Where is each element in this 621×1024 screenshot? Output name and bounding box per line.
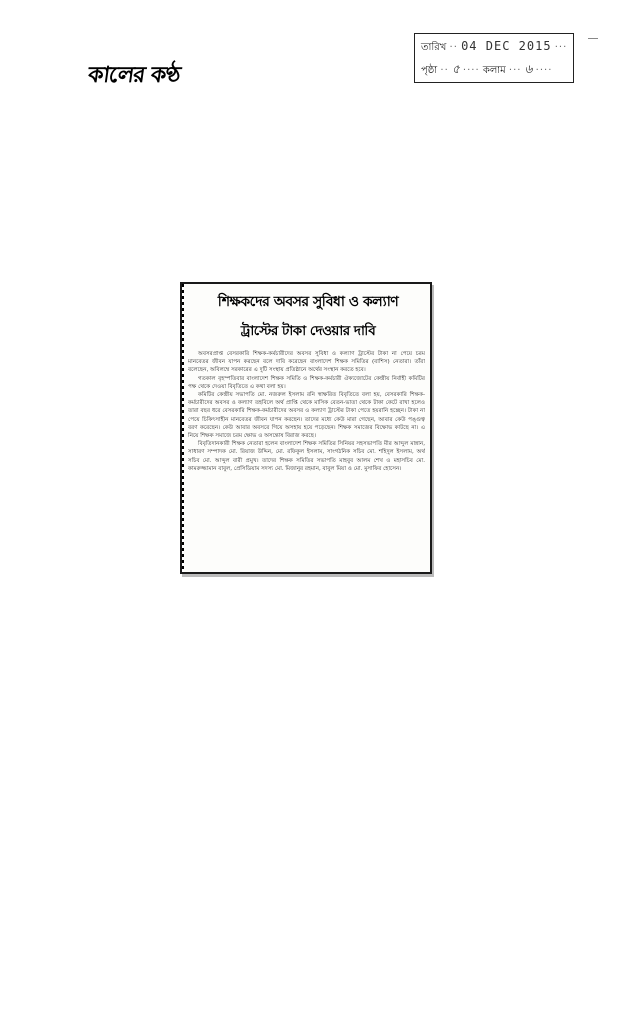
article-paragraph: গতকাল বৃহস্পতিবার বাংলাদেশ শিক্ষক সমিতি ও শিক্ষক-কর্মচারী ঐক্যজোটের কেন্দ্রীয় নির্বাহী কমিটির পক্ষ থেকে দেওয়া বিবৃতিতে এ কথা বলা হয়। xyxy=(188,375,425,390)
stamp-dotted-leader: ···· xyxy=(462,65,480,76)
article-paragraph: অবসরপ্রাপ্ত বেসরকারি শিক্ষক-কর্মচারীদের অবসর সুবিধা ও কল্যাণ ট্রাস্টের টাকা না পেয়ে চরম মানবেতর জীবন যাপন করছেন বলে দাবি করেছেন বাংলাদেশ শিক্ষক সমিতির (বাশিস) নেতারা। তাঁরা বলেছেন, অবিলম্বে সরকারের এ দুটি সংস্থায় প্রতিষ্ঠানে অর্থের সংস্থান করতে হবে। xyxy=(188,351,425,374)
stamp-date-row xyxy=(421,39,567,57)
stamp-column-label: কলাম xyxy=(482,65,506,76)
stamp-page-label: পৃষ্ঠা xyxy=(421,65,438,76)
stamp-page-value: ৫ xyxy=(451,62,460,76)
stamp-date-value: 04 DEC 2015 xyxy=(461,39,552,53)
stamp-dotted-leader: ··· xyxy=(554,42,568,53)
margin-mark xyxy=(588,38,598,39)
clipping-date-stamp xyxy=(414,33,574,83)
stamp-column-value: ৬ xyxy=(524,62,533,76)
stamp-page-row xyxy=(421,61,552,81)
clipping-torn-edge xyxy=(182,284,184,572)
stamp-dotted-leader: ·· xyxy=(449,42,458,53)
article-headline-line2: ট্রাস্টের টাকা দেওয়ার দাবি xyxy=(240,323,376,339)
news-clipping xyxy=(180,282,432,574)
stamp-dotted-leader: ···· xyxy=(535,65,553,76)
stamp-date-label: তারিখ xyxy=(421,42,447,53)
newspaper-masthead: কালের কণ্ঠ xyxy=(86,62,182,88)
article-body xyxy=(188,350,425,564)
article-paragraph: বিবৃতিদানকারী শিক্ষক নেতারা হলেন বাংলাদেশ শিক্ষক সমিতির সিনিয়র সহসভাপতি মীর আব্দুল মান্নান, সাধারণ সম্পাদক মো. রিয়াজ উদ্দিন, মো. রফিকুল ইসলাম, সাংগঠনিক সচিব মো. শহিদুল ইসলাম, অর্থ সচিব মো. আব্দুল বারী প্রমুখ। তাদের শিক্ষক সমিতির সভাপতি মাহবুব আলম শেখ ও মহাসচিব মো. কামরুজ্জামান বাবুল, প্রেসিডিয়াম সদস্য মো. মিজানুর রহমান, বাবুল মিয়া ও মো. মুসাফির হোসেন। xyxy=(188,441,425,472)
stamp-dotted-leader: ··· xyxy=(508,65,522,76)
article-headline-line1: শিক্ষকদের অবসর সুবিধা ও কল্যাণ xyxy=(217,294,399,310)
article-paragraph: কমিটির কেন্দ্রীয় সভাপতি মো. নজরুল ইসলাম রনি স্বাক্ষরিত বিবৃতিতে বলা হয়, বেসরকারি শিক্ষক-কর্মচারীদের অবসর ও কল্যাণ তহবিলে অর্থ প্রাপ্তি থেকে মাসিক বেতন-ভাতা থেকে টাকা কেটে রাখা হলেও তারা বছর ধরে বেসরকারি শিক্ষক-কর্মচারীদের অবসর ও কল্যাণ ট্রাস্টের টাকা পেতে হয়রানি হচ্ছেন। টাকা না পেয়ে চিকিৎসাহীন মানবেতর জীবন যাপন করছেন। তাদের মধ্যে কেউ মারা গেছেন, আবার কেউ পঙ্গুত্ব বরণ করেছেন। কেউ আবার অবসরে গিয়ে অসহায় হয়ে পড়েছেন। শিক্ষক সমাজের বিক্ষোভ কাটছে না। এ নিয়ে শিক্ষক সমাজে চরম ক্ষোভ ও অসন্তোষ বিরাজ করছে। xyxy=(188,392,425,440)
stamp-dotted-leader: ·· xyxy=(440,65,449,76)
